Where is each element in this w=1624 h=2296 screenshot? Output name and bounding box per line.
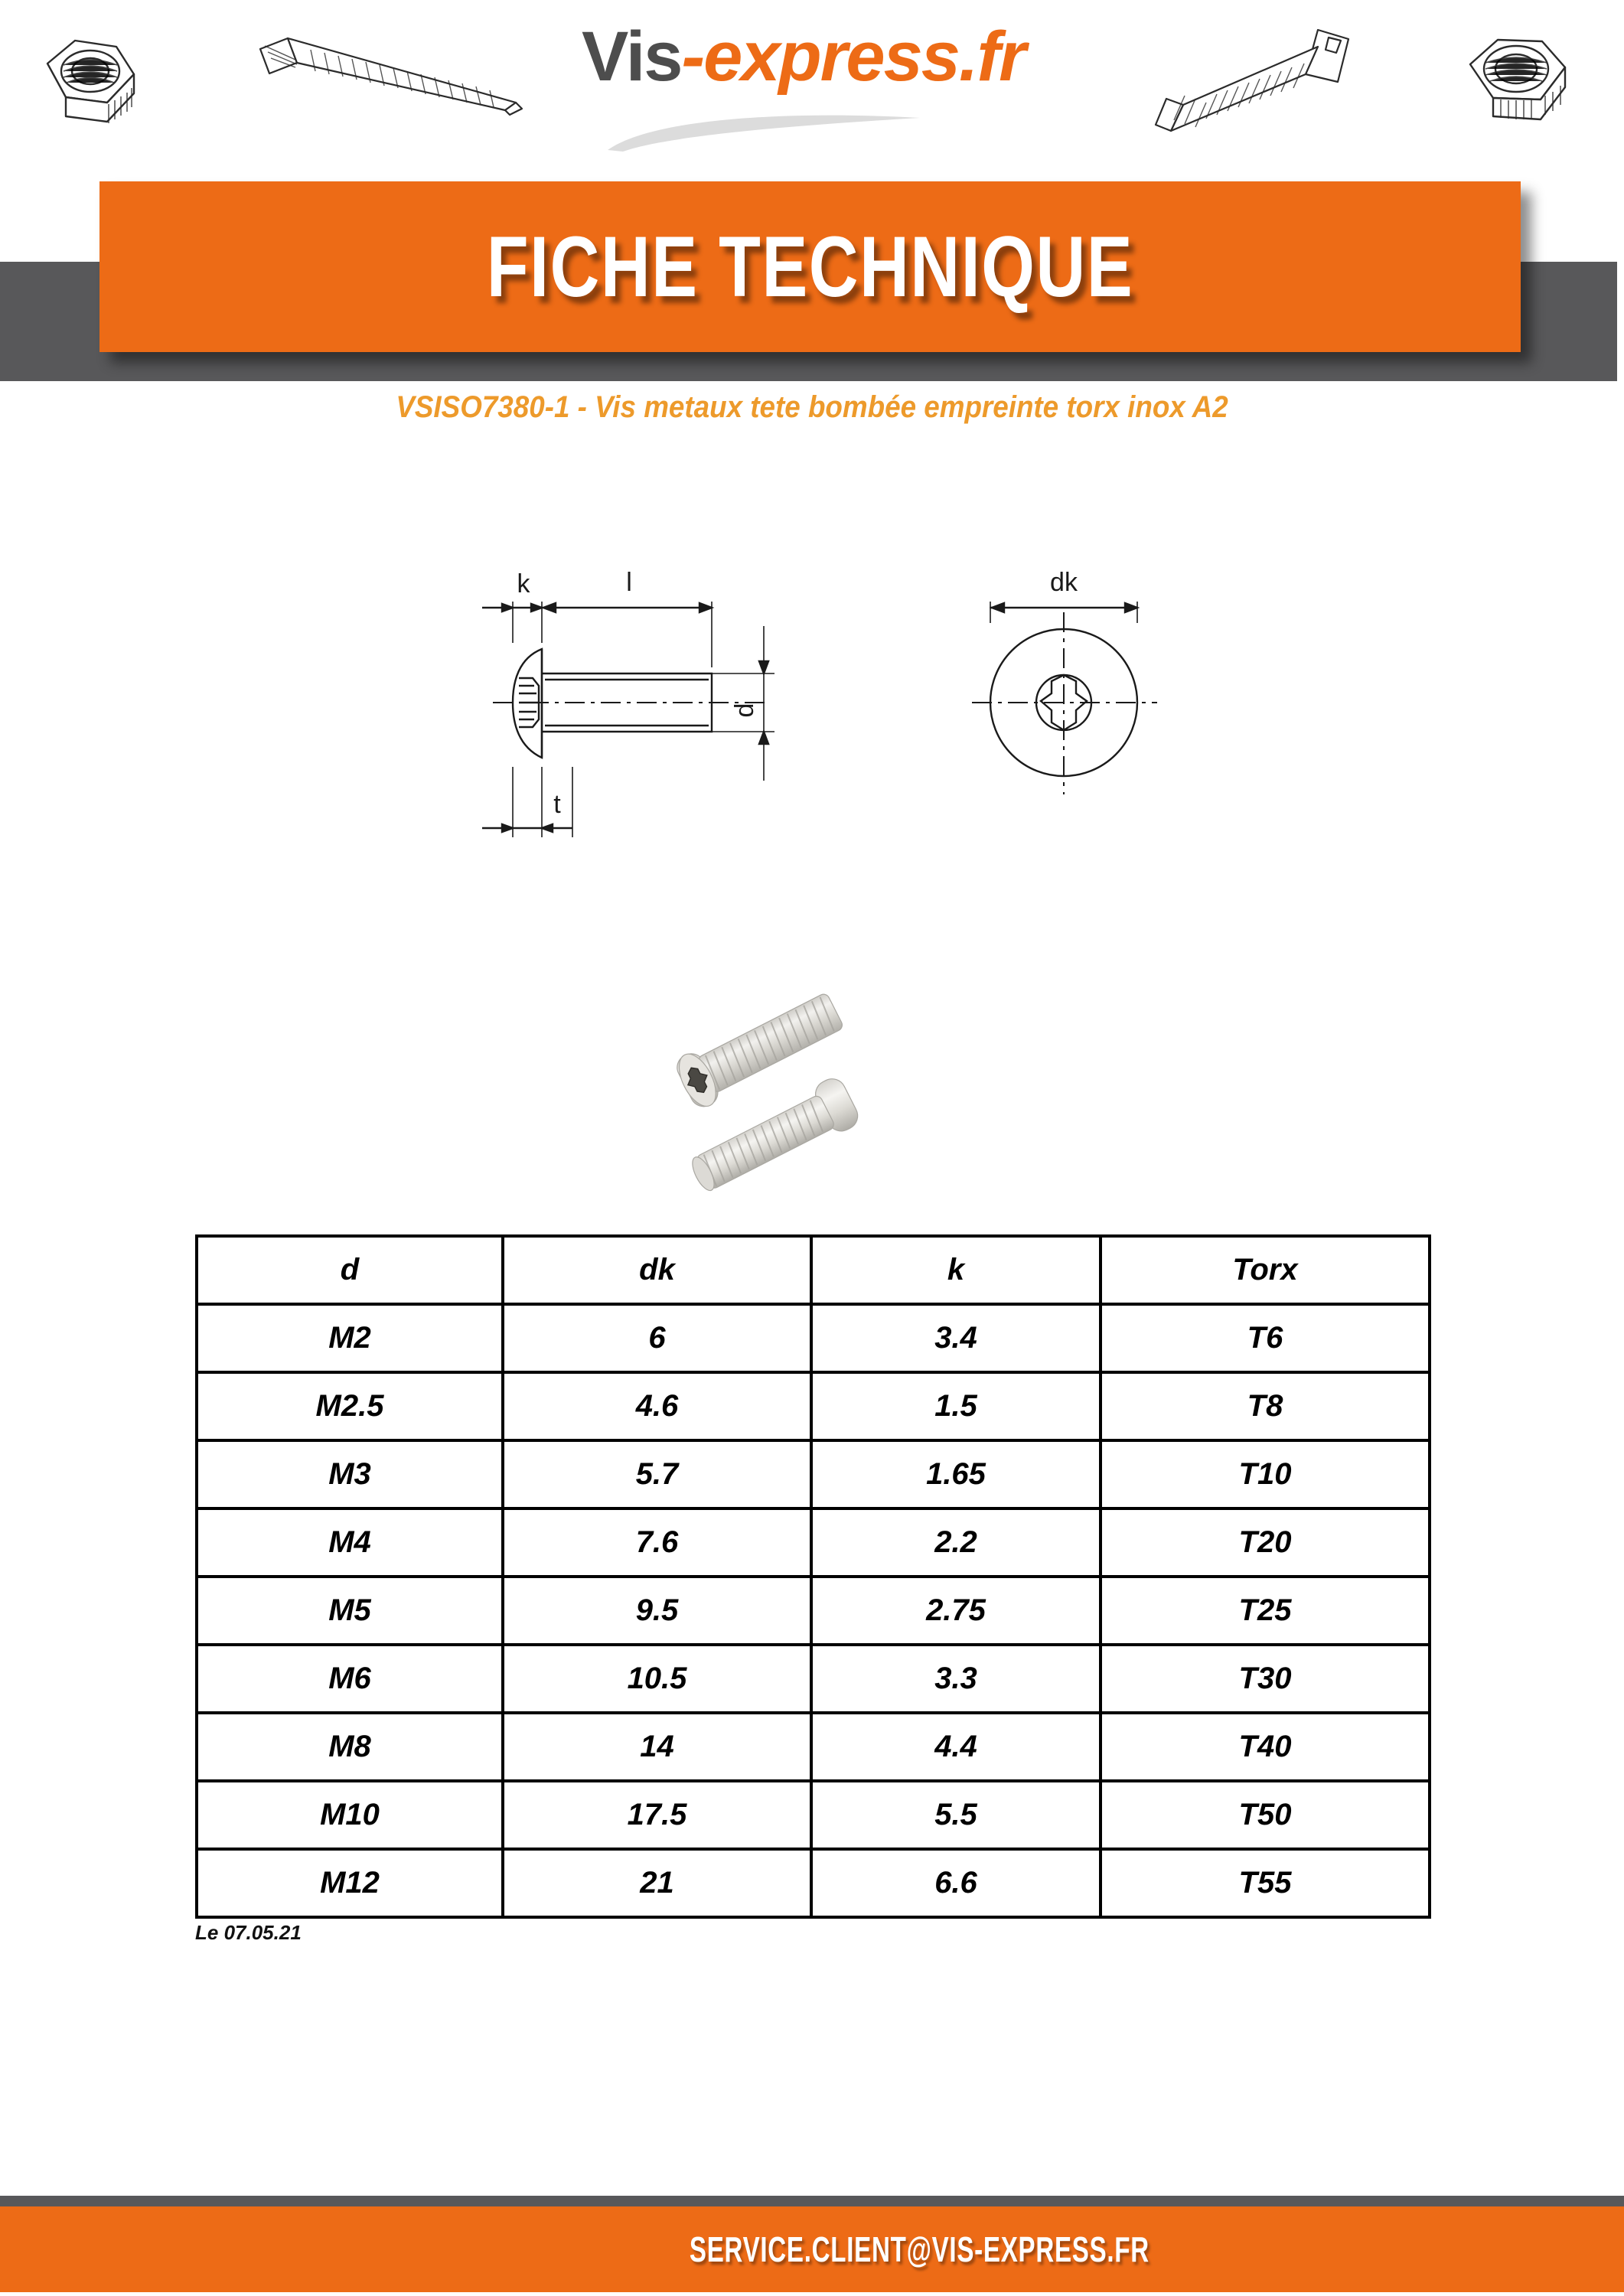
cell-dk: 9.5 [503,1577,811,1645]
cell-k: 2.2 [811,1508,1101,1577]
cell-k: 3.4 [811,1304,1101,1372]
cell-d: M12 [197,1849,503,1917]
drawing-label-l: l [626,568,632,597]
cell-k: 5.5 [811,1781,1101,1849]
cell-dk: 17.5 [503,1781,811,1849]
slotted-bolt-icon [1148,19,1378,142]
table-header-torx: Torx [1101,1236,1430,1304]
cell-d: M2.5 [197,1372,503,1440]
footer-grey-strip [0,2196,1624,2206]
cell-k: 6.6 [811,1849,1101,1917]
cell-torx: T6 [1101,1304,1430,1372]
cell-torx: T10 [1101,1440,1430,1508]
footer-band [0,2206,1624,2292]
cell-k: 2.75 [811,1577,1101,1645]
cell-dk: 5.7 [503,1440,811,1508]
drawing-label-d: d [730,703,759,718]
table-header-dk: dk [503,1236,811,1304]
spec-table [195,1234,1431,1919]
site-logo[interactable] [582,18,1056,159]
product-title: VSISO7380-1 - Vis metaux tete bombée empreinte torx inox A2 [396,390,1228,424]
cell-dk: 21 [503,1849,811,1917]
drawing-label-t: t [553,790,561,819]
cell-dk: 10.5 [503,1645,811,1713]
cell-d: M4 [197,1508,503,1577]
banner-title: FICHE TECHNIQUE [486,219,1134,315]
logo-secondary-text: -express.fr [681,18,1025,96]
document-date: Le 07.05.21 [195,1921,302,1944]
cell-torx: T20 [1101,1508,1430,1577]
table-row [197,1508,1430,1577]
cell-dk: 14 [503,1713,811,1781]
drawing-label-k: k [517,569,530,598]
table-header-row [197,1236,1430,1304]
table-row [197,1849,1430,1917]
drawing-label-dk: dk [1050,568,1078,597]
wood-screw-icon [253,23,528,138]
cell-dk: 6 [503,1304,811,1372]
cell-dk: 4.6 [503,1372,811,1440]
cell-d: M6 [197,1645,503,1713]
table-header-k: k [811,1236,1101,1304]
table-row [197,1372,1430,1440]
table-row [197,1440,1430,1508]
cell-torx: T50 [1101,1781,1430,1849]
cell-torx: T25 [1101,1577,1430,1645]
cell-k: 3.3 [811,1645,1101,1713]
cell-d: M2 [197,1304,503,1372]
table-row [197,1577,1430,1645]
table-row [197,1304,1430,1372]
table-header-d: d [197,1236,503,1304]
cell-torx: T40 [1101,1713,1430,1781]
product-photo [643,911,1003,1202]
table-row [197,1713,1430,1781]
logo-primary-text: Vis [582,18,682,96]
cell-torx: T8 [1101,1372,1430,1440]
technical-drawing [459,528,1179,865]
cell-d: M5 [197,1577,503,1645]
cell-d: M3 [197,1440,503,1508]
table-row [197,1781,1430,1849]
cell-k: 1.5 [811,1372,1101,1440]
footer-email[interactable]: SERVICE.CLIENT@VIS-EXPRESS.FR [689,2229,1150,2269]
cell-torx: T30 [1101,1645,1430,1713]
cell-torx: T55 [1101,1849,1430,1917]
table-row [197,1645,1430,1713]
cell-k: 4.4 [811,1713,1101,1781]
hex-nut-top-icon [1458,31,1573,138]
fiche-technique-banner [99,181,1521,352]
hex-nut-icon [31,27,153,138]
logo-swoosh-icon [605,112,926,152]
cell-dk: 7.6 [503,1508,811,1577]
cell-k: 1.65 [811,1440,1101,1508]
cell-d: M8 [197,1713,503,1781]
header-icon-strip [0,0,1624,176]
cell-d: M10 [197,1781,503,1849]
